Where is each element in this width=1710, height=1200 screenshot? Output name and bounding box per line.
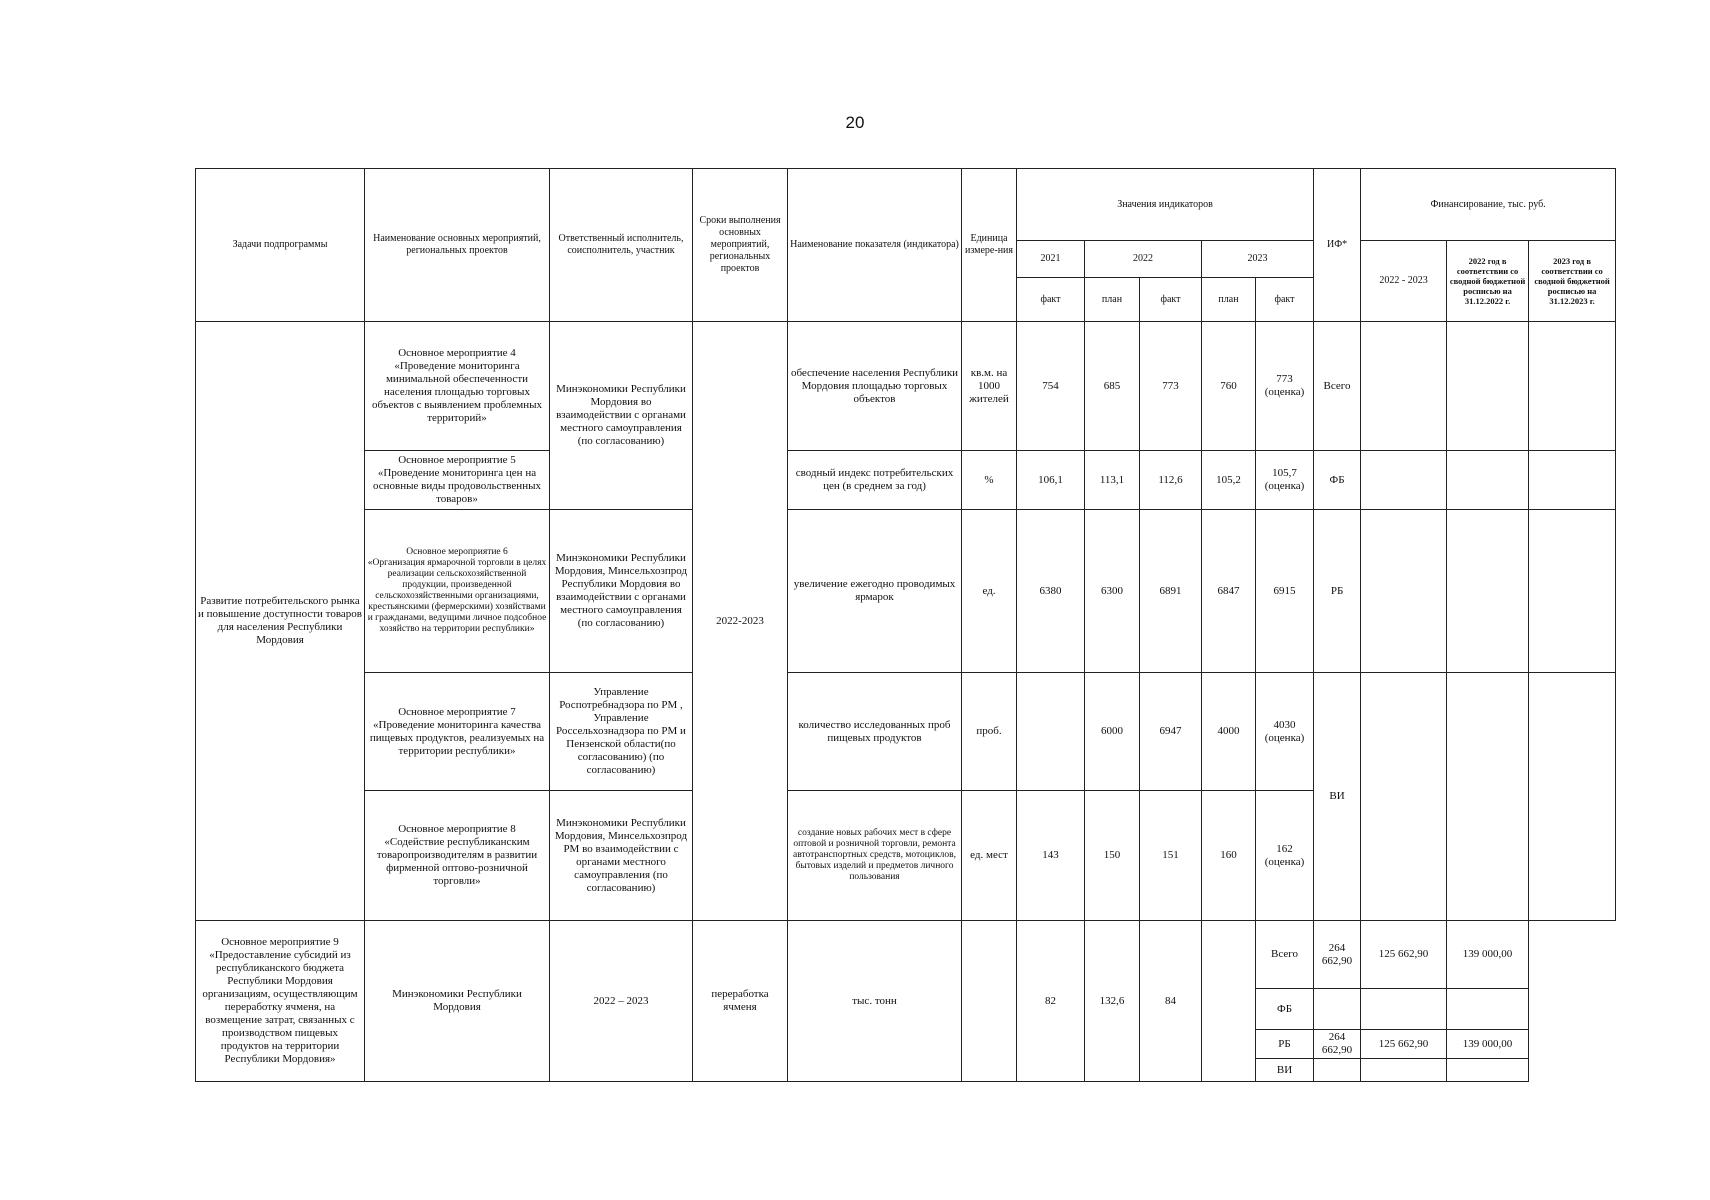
executor-9: Минэкономики Республики Мордовия (365, 921, 550, 1082)
fact-2023-8: 162 (оценка) (1256, 791, 1314, 921)
fin-total-6 (1361, 510, 1447, 673)
fact-2022-4: 773 (1140, 322, 1202, 451)
if-6: РБ (1314, 510, 1361, 673)
measure-8: Основное мероприятие 8 «Содействие республиканским товаропроизводителям в развитии фирменной оптово-розничной торговли» (365, 791, 550, 921)
terms-shared: 2022-2023 (693, 322, 788, 921)
measure-4: Основное мероприятие 4 «Проведение мониторинга минимальной обеспеченности населения площадью торговых объектов с выявлением проблемных территорий» (365, 322, 550, 451)
indicator-6: увеличение ежегодно проводимых ярмарок (788, 510, 962, 673)
unit-4: кв.м. на 1000 жителей (962, 322, 1017, 451)
fin-2023-9-vi (1447, 1059, 1529, 1082)
plan-2023-4: 760 (1202, 322, 1256, 451)
header-year-2021: 2021 (1017, 241, 1085, 278)
header-fact-2022: факт (1140, 278, 1202, 322)
measure-6: Основное мероприятие 6 «Организация ярмарочной торговли в целях реализации сельскохозяйственной продукции, произведенной сельскохозяйственными организациями, крестьянскими (фермерскими) хозяйствами и гражданами, ведущими личное подсобное хозяйство на территории республики» (365, 510, 550, 673)
header-measures: Наименование основных мероприятий, региональных проектов (365, 169, 550, 322)
indicator-9: переработка ячменя (693, 921, 788, 1082)
fact-2022-5: 112,6 (1140, 451, 1202, 510)
fin-2023-9-total: 139 000,00 (1447, 921, 1529, 989)
fin-total-5 (1361, 451, 1447, 510)
fact-2021-5: 106,1 (1017, 451, 1085, 510)
header-year-2022: 2022 (1085, 241, 1202, 278)
if-5: ФБ (1314, 451, 1361, 510)
fin-total-9-rb: 264 662,90 (1314, 1030, 1361, 1059)
header-fin-2023: 2023 год в соответствии со сводной бюджетной росписью на 31.12.2023 г. (1529, 241, 1616, 322)
plan-2023-7: 4000 (1202, 673, 1256, 791)
plan-2023-6: 6847 (1202, 510, 1256, 673)
plan-2022-4: 685 (1085, 322, 1140, 451)
header-values: Значения индикаторов (1017, 169, 1314, 241)
header-year-2023: 2023 (1202, 241, 1314, 278)
measure-7: Основное мероприятие 7 «Проведение мониторинга качества пищевых продуктов, реализуемых на территории республики» (365, 673, 550, 791)
fact-2023-6: 6915 (1256, 510, 1314, 673)
executor-4-5: Минэкономики Республики Мордовия во взаимодействии с органами местного самоуправления (по согласованию) (550, 322, 693, 510)
plan-2023-5: 105,2 (1202, 451, 1256, 510)
unit-9: тыс. тонн (788, 921, 962, 1082)
unit-5: % (962, 451, 1017, 510)
fin-2022-9-fb (1361, 989, 1447, 1030)
fact-2023-5: 105,7 (оценка) (1256, 451, 1314, 510)
fin-2022-9-total: 125 662,90 (1361, 921, 1447, 989)
plan-2022-9: 82 (1017, 921, 1085, 1082)
indicator-4: обеспечение населения Республики Мордовия площадью торговых объектов (788, 322, 962, 451)
executor-6: Минэкономики Республики Мордовия, Минсельхозпрод Республики Мордовия во взаимодействии с органами местного самоуправления (по согласованию) (550, 510, 693, 673)
header-fact-2023: факт (1256, 278, 1314, 322)
unit-8: ед. мест (962, 791, 1017, 921)
measure-9: Основное мероприятие 9 «Предоставление субсидий из республиканского бюджета Республики Мордовия организациям, осуществляющим переработку ячменя, на возмещение затрат, связанных с производством пищевых продуктов на территории Республики Мордовия» (196, 921, 365, 1082)
fact-2021-9 (962, 921, 1017, 1082)
plan-2022-5: 113,1 (1085, 451, 1140, 510)
if-9-total: Всего (1256, 921, 1314, 989)
executor-7: Управление Роспотребнадзора по РМ , Управление Россельхознадзора по РМ и Пензенской области(по согласованию) (по согласованию) (550, 673, 693, 791)
page-number: 20 (845, 113, 865, 132)
plan-2022-8: 150 (1085, 791, 1140, 921)
terms-9: 2022 – 2023 (550, 921, 693, 1082)
header-if: ИФ* (1314, 169, 1361, 322)
fact-2021-8: 143 (1017, 791, 1085, 921)
fin-total-9-fb (1314, 989, 1361, 1030)
fact-2021-7 (1017, 673, 1085, 791)
fin-2022-6 (1447, 510, 1529, 673)
plan-2022-6: 6300 (1085, 510, 1140, 673)
fact-2022-9: 132,6 (1085, 921, 1140, 1082)
header-plan-2023: план (1202, 278, 1256, 322)
fact-2021-6: 6380 (1017, 510, 1085, 673)
fin-2023-7-8 (1529, 673, 1616, 921)
header-unit: Единица измере-ния (962, 169, 1017, 322)
fin-2023-5 (1529, 451, 1616, 510)
task-cell: Развитие потребительского рынка и повышение доступности товаров для населения Республики Мордовия (196, 322, 365, 921)
if-4: Всего (1314, 322, 1361, 451)
fact-2022-6: 6891 (1140, 510, 1202, 673)
program-table (195, 168, 1616, 1082)
fact-2023-9 (1202, 921, 1256, 1082)
fin-2022-4 (1447, 322, 1529, 451)
fin-2022-5 (1447, 451, 1529, 510)
plan-2023-8: 160 (1202, 791, 1256, 921)
fact-2023-7: 4030 (оценка) (1256, 673, 1314, 791)
header-task: Задачи подпрограммы (196, 169, 365, 322)
executor-8: Минэкономики Республики Мордовия, Минсельхозпрод РМ во взаимодействии с органами местного самоуправления (по согласованию) (550, 791, 693, 921)
measure-5: Основное мероприятие 5 «Проведение мониторинга цен на основные виды продовольственных товаров» (365, 451, 550, 510)
fin-2023-9-rb: 139 000,00 (1447, 1030, 1529, 1059)
header-fact-2021: факт (1017, 278, 1085, 322)
indicator-5: сводный индекс потребительских цен (в среднем за год) (788, 451, 962, 510)
fin-total-9-vi (1314, 1059, 1361, 1082)
fin-2023-9-fb (1447, 989, 1529, 1030)
fin-2022-9-rb: 125 662,90 (1361, 1030, 1447, 1059)
fin-total-7-8 (1361, 673, 1447, 921)
fact-2021-4: 754 (1017, 322, 1085, 451)
fact-2023-4: 773 (оценка) (1256, 322, 1314, 451)
if-9-rb: РБ (1256, 1030, 1314, 1059)
if-9-fb: ФБ (1256, 989, 1314, 1030)
fin-2023-6 (1529, 510, 1616, 673)
if-9-vi: ВИ (1256, 1059, 1314, 1082)
indicator-7: количество исследованных проб пищевых продуктов (788, 673, 962, 791)
fin-total-4 (1361, 322, 1447, 451)
header-plan-2022: план (1085, 278, 1140, 322)
header-fin-2022: 2022 год в соответствии со сводной бюджетной росписью на 31.12.2022 г. (1447, 241, 1529, 322)
header-fin-total: 2022 - 2023 (1361, 241, 1447, 322)
indicator-8: создание новых рабочих мест в сфере оптовой и розничной торговли, ремонта автотранспортных средств, мотоциклов, бытовых изделий и предметов личного пользования (788, 791, 962, 921)
fin-2023-4 (1529, 322, 1616, 451)
header-indicator: Наименование показателя (индикатора) (788, 169, 962, 322)
fact-2022-8: 151 (1140, 791, 1202, 921)
fin-2022-7-8 (1447, 673, 1529, 921)
header-executor: Ответственный исполнитель, соисполнитель, участник (550, 169, 693, 322)
fact-2022-7: 6947 (1140, 673, 1202, 791)
unit-7: проб. (962, 673, 1017, 791)
fin-2022-9-vi (1361, 1059, 1447, 1082)
header-terms: Сроки выполнения основных мероприятий, региональных проектов (693, 169, 788, 322)
plan-2023-9: 84 (1140, 921, 1202, 1082)
plan-2022-7: 6000 (1085, 673, 1140, 791)
fin-total-9-total: 264 662,90 (1314, 921, 1361, 989)
unit-6: ед. (962, 510, 1017, 673)
header-financing: Финансирование, тыс. руб. (1361, 169, 1616, 241)
if-7-8: ВИ (1314, 673, 1361, 921)
